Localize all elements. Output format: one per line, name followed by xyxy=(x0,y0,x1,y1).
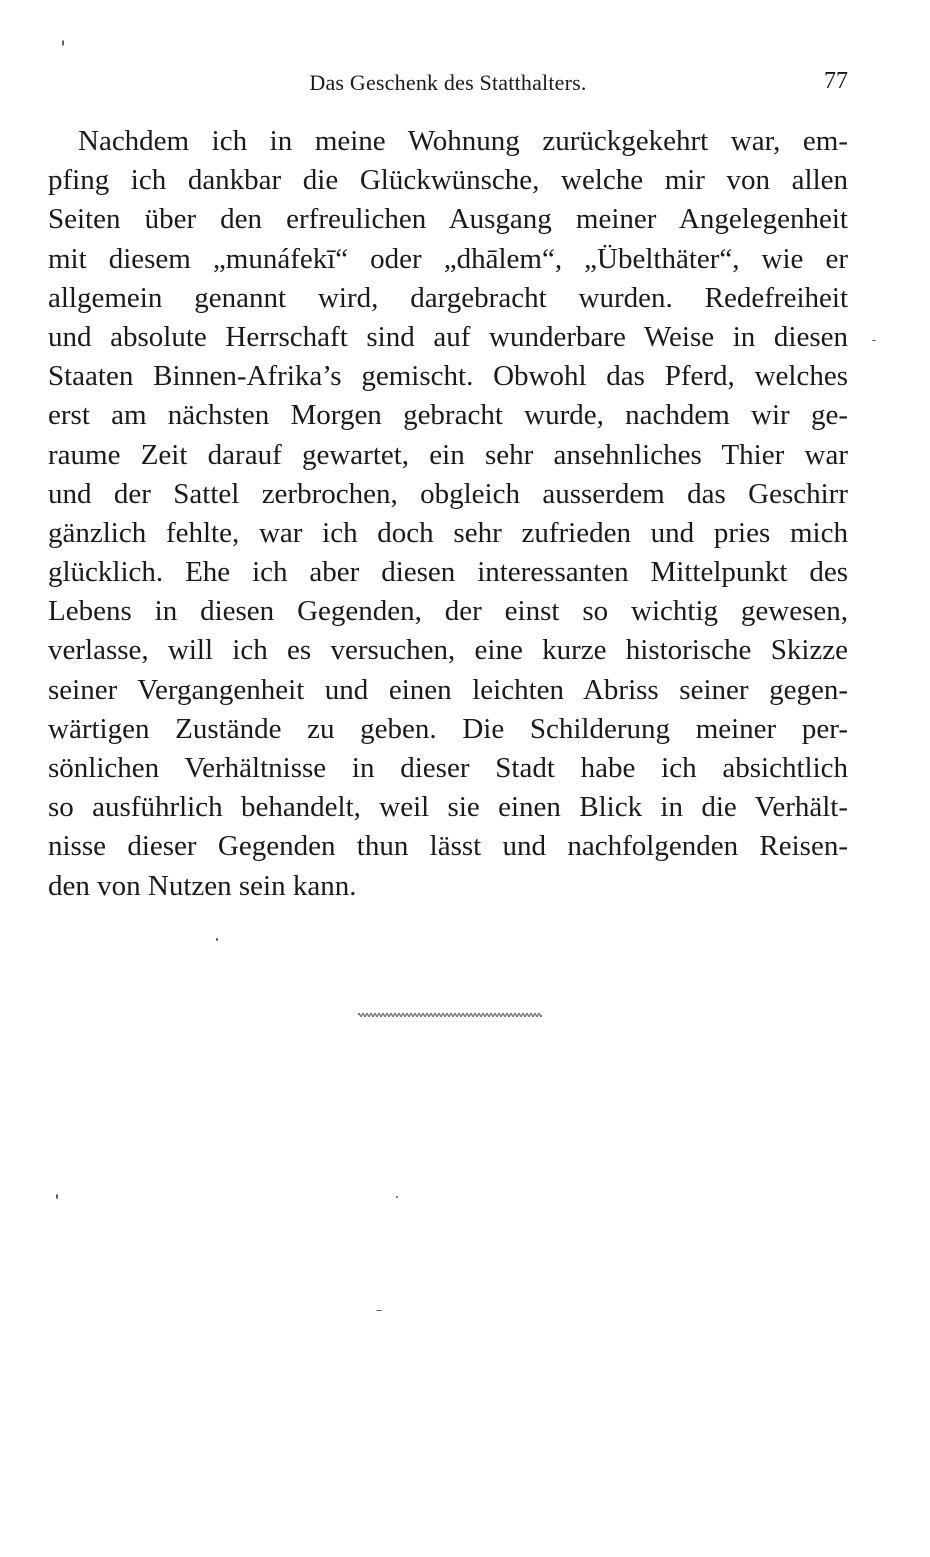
running-head xyxy=(48,66,848,102)
text-line: seiner Vergangenheit und einen leichten Abriss seiner gegen- xyxy=(48,673,848,706)
text-line: verlasse, will ich es versuchen, eine kurze historische Skizze xyxy=(48,634,848,667)
text-line: pfing ich dankbar die Glückwünsche, welche mir von allen xyxy=(48,164,848,197)
scan-speck xyxy=(376,1310,382,1311)
text-line: glücklich. Ehe ich aber diesen interessanten Mittelpunkt des xyxy=(48,556,848,589)
text-line: wärtigen Zustände zu geben. Die Schilderung meiner per- xyxy=(48,712,848,745)
text-line: Lebens in diesen Gegenden, der einst so wichtig gewesen, xyxy=(48,595,848,628)
text-line: Seiten über den erfreulichen Ausgang meiner Angelegenheit xyxy=(48,203,848,236)
scan-speck xyxy=(216,938,218,941)
text-line: nisse dieser Gegenden thun lässt und nachfolgenden Reisen- xyxy=(48,830,848,863)
text-line: und absolute Herrschaft sind auf wunderbare Weise in diesen xyxy=(48,320,848,353)
text-line: und der Sattel zerbrochen, obgleich ausserdem das Geschirr xyxy=(48,477,848,510)
page-number: 77 xyxy=(824,68,848,94)
text-line: sönlichen Verhältnisse in dieser Stadt habe ich absichtlich xyxy=(48,752,848,784)
text-line: mit diesem „munáfekī“ oder „dhālem“, „Übelthäter“, wie er xyxy=(48,242,848,275)
text-line: allgemein genannt wird, dargebracht wurden. Redefreiheit xyxy=(48,281,848,314)
text-line: Nachdem ich in meine Wohnung zurückgekehrt war, em- xyxy=(78,125,848,157)
scan-speck xyxy=(872,340,876,341)
text-line: erst am nächsten Morgen gebracht wurde, nachdem wir ge- xyxy=(48,399,848,432)
text-line: gänzlich fehlte, war ich doch sehr zufrieden und pries mich xyxy=(48,516,848,549)
scan-speck xyxy=(62,40,64,46)
scan-speck xyxy=(56,1194,58,1199)
text-line: so ausführlich behandelt, weil sie einen Blick in die Verhält- xyxy=(48,791,848,824)
scan-speck xyxy=(396,1196,398,1198)
body-paragraph xyxy=(48,122,848,906)
text-line: raume Zeit darauf gewartet, ein sehr ansehnliches Thier war xyxy=(48,438,848,471)
text-line: den von Nutzen sein kann. xyxy=(48,869,357,902)
wavy-rule-tailpiece xyxy=(358,1010,542,1020)
text-line: Staaten Binnen-Afrika’s gemischt. Obwohl das Pferd, welches xyxy=(48,360,848,393)
running-title: Das Geschenk des Statthalters. xyxy=(309,70,587,95)
